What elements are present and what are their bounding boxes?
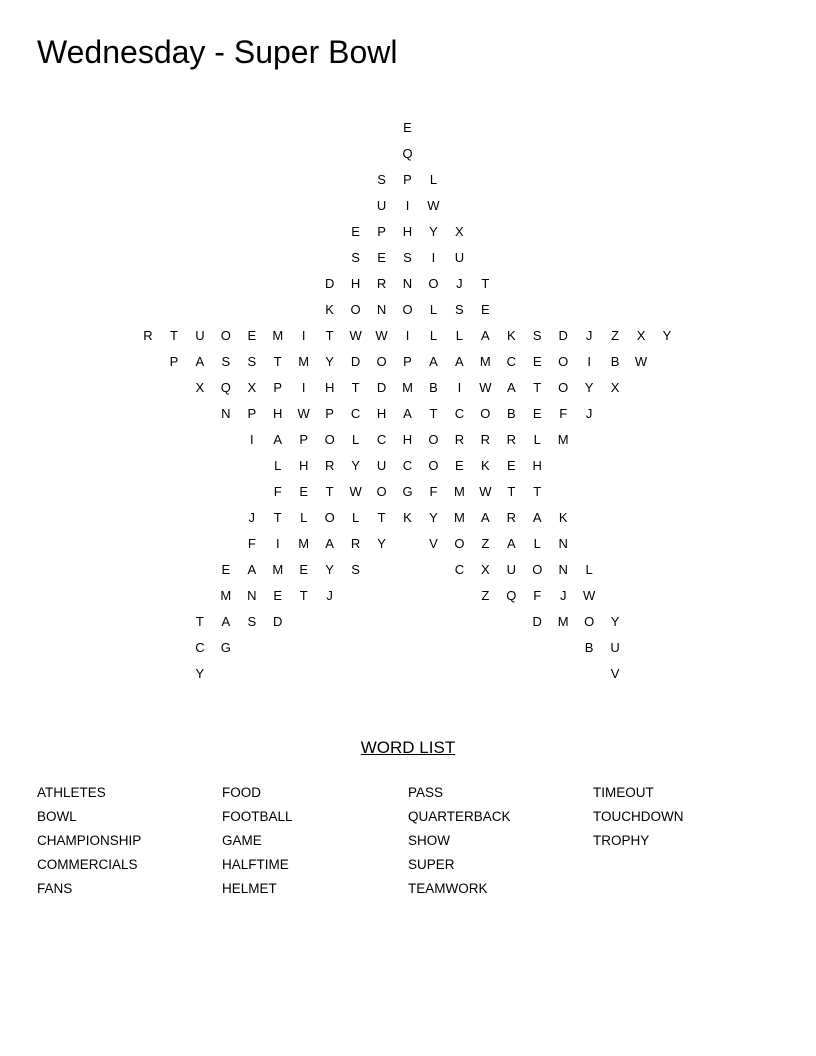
grid-letter: W bbox=[479, 380, 492, 395]
grid-letter: W bbox=[634, 354, 648, 369]
grid-letter: H bbox=[402, 432, 413, 447]
grid-letter: H bbox=[376, 406, 387, 421]
grid-letter: T bbox=[533, 380, 542, 395]
grid-letter: E bbox=[403, 120, 412, 135]
grid-letter: K bbox=[558, 510, 568, 525]
grid-letter: P bbox=[403, 172, 412, 187]
grid-letter: R bbox=[506, 432, 516, 447]
word-list-column-4 bbox=[593, 784, 684, 856]
grid-letter: T bbox=[533, 484, 542, 499]
grid-letter: K bbox=[481, 458, 490, 473]
word-list-item: COMMERCIALS bbox=[37, 857, 138, 872]
grid-letter: O bbox=[350, 302, 361, 317]
grid-letter: C bbox=[350, 406, 361, 421]
grid-letter: W bbox=[349, 484, 362, 499]
grid-letter: S bbox=[455, 302, 464, 317]
grid-letter: K bbox=[506, 328, 516, 343]
grid-letter: V bbox=[610, 666, 620, 681]
word-list-item: TROPHY bbox=[593, 833, 650, 848]
grid-letter: O bbox=[584, 614, 595, 629]
word-list-item: FOOTBALL bbox=[222, 809, 293, 824]
grid-letter: U bbox=[454, 250, 465, 265]
grid-letter: R bbox=[480, 432, 491, 447]
grid-letter: D bbox=[558, 328, 568, 343]
word-list-item: TEAMWORK bbox=[408, 881, 488, 896]
grid-letter: R bbox=[454, 432, 465, 447]
grid-letter: M bbox=[402, 380, 413, 395]
grid-letter: N bbox=[558, 536, 568, 551]
grid-letter: P bbox=[247, 406, 257, 421]
grid-letter: A bbox=[506, 380, 516, 395]
grid-letter: O bbox=[324, 432, 335, 447]
grid-letter: F bbox=[533, 588, 542, 603]
grid-letter: U bbox=[506, 562, 516, 577]
grid-letter: O bbox=[454, 536, 465, 551]
grid-letter: O bbox=[402, 302, 413, 317]
grid-letter: O bbox=[428, 276, 439, 291]
grid-letter: X bbox=[247, 380, 257, 395]
grid-letter: C bbox=[376, 432, 387, 447]
grid-letter: B bbox=[506, 406, 516, 421]
grid-letter: T bbox=[325, 328, 334, 343]
grid-letter: L bbox=[274, 458, 282, 473]
grid-letter: M bbox=[557, 614, 569, 629]
grid-letter: B bbox=[610, 354, 620, 369]
grid-letter: S bbox=[377, 172, 386, 187]
grid-letter: Z bbox=[611, 328, 620, 343]
grid-letter: D bbox=[350, 354, 361, 369]
grid-letter: P bbox=[273, 380, 283, 395]
grid-letter: O bbox=[428, 432, 439, 447]
grid-letter: H bbox=[350, 276, 361, 291]
grid-letter: E bbox=[506, 458, 516, 473]
grid-letter: U bbox=[376, 198, 387, 213]
grid-letter: B bbox=[429, 380, 438, 395]
grid-letter: C bbox=[454, 406, 465, 421]
grid-letter: S bbox=[351, 562, 360, 577]
grid-letter: S bbox=[247, 614, 257, 629]
grid-letter: I bbox=[587, 354, 591, 369]
grid-letter: E bbox=[377, 250, 386, 265]
grid-letter: Y bbox=[325, 562, 334, 577]
grid-letter: T bbox=[429, 406, 438, 421]
word-list-item: BOWL bbox=[37, 809, 77, 824]
grid-letter: A bbox=[481, 510, 490, 525]
grid-letter: A bbox=[403, 406, 412, 421]
grid-letter: D bbox=[532, 614, 542, 629]
grid-letter: U bbox=[610, 640, 620, 655]
grid-letter: Y bbox=[662, 328, 672, 343]
grid-letter: W bbox=[297, 406, 310, 421]
word-list-column-1 bbox=[37, 784, 141, 904]
grid-letter: R bbox=[350, 536, 361, 551]
grid-letter: R bbox=[506, 510, 516, 525]
grid-letter: M bbox=[298, 536, 310, 551]
grid-letter: L bbox=[533, 432, 541, 447]
word-list-item: QUARTERBACK bbox=[408, 809, 511, 824]
grid-letter: A bbox=[429, 354, 438, 369]
grid-letter: G bbox=[220, 640, 231, 655]
grid-letter: O bbox=[428, 458, 439, 473]
grid-letter: P bbox=[169, 354, 179, 369]
grid-letter: H bbox=[324, 380, 335, 395]
grid-letter: I bbox=[301, 380, 306, 395]
grid-letter: M bbox=[453, 484, 465, 499]
grid-letter: W bbox=[427, 198, 440, 213]
grid-letter: R bbox=[143, 328, 153, 343]
grid-letter: T bbox=[195, 614, 204, 629]
word-list-item: GAME bbox=[222, 833, 262, 848]
grid-letter: L bbox=[455, 328, 463, 343]
grid-letter: E bbox=[273, 588, 283, 603]
grid-letter: S bbox=[351, 250, 360, 265]
grid-letter: O bbox=[324, 510, 335, 525]
grid-letter: H bbox=[273, 406, 283, 421]
word-list-column-2 bbox=[222, 784, 293, 904]
grid-letter: E bbox=[299, 484, 309, 499]
grid-letter: X bbox=[610, 380, 620, 395]
grid-letter: X bbox=[455, 224, 464, 239]
grid-letter: Y bbox=[325, 354, 334, 369]
grid-letter: I bbox=[457, 380, 462, 395]
grid-letter: K bbox=[325, 302, 334, 317]
grid-letter: L bbox=[429, 328, 438, 343]
grid-letter: C bbox=[195, 640, 205, 655]
grid-letter: O bbox=[558, 380, 569, 395]
grid-letter: E bbox=[351, 224, 360, 239]
grid-letter: E bbox=[247, 328, 257, 343]
grid-letter: S bbox=[247, 354, 257, 369]
grid-letter: N bbox=[402, 276, 413, 291]
grid-letter: P bbox=[403, 354, 412, 369]
grid-letter: D bbox=[324, 276, 335, 291]
grid-letter: F bbox=[559, 406, 568, 421]
word-list-item: SHOW bbox=[408, 833, 450, 848]
grid-letter: A bbox=[481, 328, 490, 343]
grid-letter: N bbox=[221, 406, 231, 421]
grid-letter: W bbox=[583, 588, 596, 603]
word-list-item: HALFTIME bbox=[222, 857, 289, 872]
grid-letter: X bbox=[481, 562, 490, 577]
grid-letter: A bbox=[455, 354, 464, 369]
grid-letter: F bbox=[429, 484, 438, 499]
word-list-column-3 bbox=[408, 784, 511, 904]
grid-letter: F bbox=[247, 536, 256, 551]
grid-letter: H bbox=[402, 224, 413, 239]
grid-letter: A bbox=[325, 536, 334, 551]
grid-letter: P bbox=[299, 432, 309, 447]
grid-letter: L bbox=[533, 536, 541, 551]
grid-letter: C bbox=[506, 354, 516, 369]
grid-letter: J bbox=[585, 406, 593, 421]
grid-letter: O bbox=[558, 354, 569, 369]
word-list-item: TIMEOUT bbox=[593, 785, 654, 800]
grid-letter: X bbox=[195, 380, 205, 395]
grid-letter: L bbox=[351, 510, 360, 525]
grid-letter: A bbox=[221, 614, 231, 629]
grid-letter: M bbox=[220, 588, 232, 603]
grid-letter: P bbox=[325, 406, 334, 421]
grid-letter: L bbox=[429, 172, 438, 187]
grid-letter: O bbox=[376, 484, 387, 499]
grid-letter: O bbox=[220, 328, 231, 343]
word-list-item: FANS bbox=[37, 881, 73, 896]
grid-letter: I bbox=[431, 250, 436, 265]
grid-letter: I bbox=[301, 328, 306, 343]
word-list-item: FOOD bbox=[222, 785, 261, 800]
grid-letter: M bbox=[479, 354, 491, 369]
grid-letter: T bbox=[351, 380, 360, 395]
grid-letter: E bbox=[455, 458, 464, 473]
grid-letter: O bbox=[532, 562, 543, 577]
grid-letter: I bbox=[275, 536, 280, 551]
grid-letter: N bbox=[558, 562, 568, 577]
grid-letter: K bbox=[403, 510, 412, 525]
grid-letter: J bbox=[248, 510, 256, 525]
grid-letter: L bbox=[351, 432, 360, 447]
grid-letter: T bbox=[169, 328, 178, 343]
grid-letter: Q bbox=[506, 588, 517, 603]
grid-letter: A bbox=[195, 354, 205, 369]
grid-letter: A bbox=[273, 432, 283, 447]
grid-letter: V bbox=[429, 536, 438, 551]
grid-letter: L bbox=[585, 562, 593, 577]
grid-letter: M bbox=[298, 354, 310, 369]
grid-letter: T bbox=[507, 484, 516, 499]
grid-letter: D bbox=[273, 614, 283, 629]
grid-letter: J bbox=[326, 588, 333, 603]
page-title: Wednesday - Super Bowl bbox=[37, 34, 398, 70]
grid-letter: T bbox=[273, 510, 282, 525]
grid-letter: X bbox=[636, 328, 646, 343]
grid-letter: Z bbox=[481, 536, 490, 551]
grid-letter: F bbox=[273, 484, 282, 499]
grid-letter: L bbox=[429, 302, 438, 317]
word-list-item: CHAMPIONSHIP bbox=[37, 833, 142, 848]
grid-letter: Y bbox=[610, 614, 620, 629]
word-list-item: PASS bbox=[408, 785, 444, 800]
grid-letter: H bbox=[532, 458, 542, 473]
grid-letter: B bbox=[584, 640, 594, 655]
word-list-item: SUPER bbox=[408, 857, 455, 872]
grid-letter: R bbox=[324, 458, 335, 473]
grid-letter: T bbox=[377, 510, 386, 525]
grid-letter: H bbox=[298, 458, 309, 473]
grid-letter: Q bbox=[220, 380, 231, 395]
grid-letter: T bbox=[481, 276, 490, 291]
grid-letter: Y bbox=[584, 380, 594, 395]
grid-letter: R bbox=[376, 276, 387, 291]
grid-letter: I bbox=[405, 198, 410, 213]
grid-letter: P bbox=[377, 224, 386, 239]
grid-letter: J bbox=[559, 588, 567, 603]
word-list-title: WORD LIST bbox=[360, 738, 456, 757]
word-list-item: ATHLETES bbox=[37, 785, 106, 800]
grid-letter: L bbox=[300, 510, 308, 525]
grid-letter: C bbox=[402, 458, 413, 473]
grid-letter: W bbox=[349, 328, 362, 343]
grid-letter: E bbox=[481, 302, 490, 317]
grid-letter: S bbox=[403, 250, 412, 265]
grid-letter: E bbox=[299, 562, 309, 577]
grid-letter: I bbox=[249, 432, 254, 447]
grid-letter: A bbox=[532, 510, 542, 525]
grid-letter: E bbox=[532, 406, 542, 421]
grid-letter: E bbox=[532, 354, 542, 369]
grid-letter: Y bbox=[429, 510, 438, 525]
grid-letter: A bbox=[247, 562, 257, 577]
grid-letter: S bbox=[532, 328, 542, 343]
grid-letter: G bbox=[402, 484, 413, 499]
grid-letter: E bbox=[221, 562, 231, 577]
grid-letter: D bbox=[376, 380, 387, 395]
grid-letter: W bbox=[479, 484, 492, 499]
grid-letter: A bbox=[506, 536, 516, 551]
grid-letter: Y bbox=[351, 458, 360, 473]
grid-letter: M bbox=[272, 328, 284, 343]
grid-letter: T bbox=[325, 484, 334, 499]
grid-letter: Z bbox=[481, 588, 490, 603]
grid-letter: M bbox=[453, 510, 465, 525]
grid-letter: M bbox=[557, 432, 569, 447]
grid-letter: U bbox=[376, 458, 387, 473]
grid-letter: N bbox=[376, 302, 387, 317]
word-list-item: TOUCHDOWN bbox=[593, 809, 684, 824]
grid-letter: O bbox=[480, 406, 491, 421]
grid-letter: J bbox=[585, 328, 593, 343]
grid-letter: Q bbox=[402, 146, 413, 161]
grid-letter: N bbox=[247, 588, 257, 603]
grid-letter: Y bbox=[429, 224, 438, 239]
grid-letter: Y bbox=[195, 666, 205, 681]
grid-letter: S bbox=[221, 354, 231, 369]
grid-letter: Y bbox=[377, 536, 386, 551]
grid-letter: U bbox=[195, 328, 205, 343]
grid-letter: C bbox=[454, 562, 465, 577]
grid-letter: T bbox=[299, 588, 308, 603]
grid-letter: T bbox=[273, 354, 282, 369]
word-list-item: HELMET bbox=[222, 881, 277, 896]
grid-letter: I bbox=[405, 328, 410, 343]
grid-letter: O bbox=[376, 354, 387, 369]
grid-letter: M bbox=[272, 562, 284, 577]
grid-letter: W bbox=[375, 328, 388, 343]
grid-letter: J bbox=[456, 276, 463, 291]
